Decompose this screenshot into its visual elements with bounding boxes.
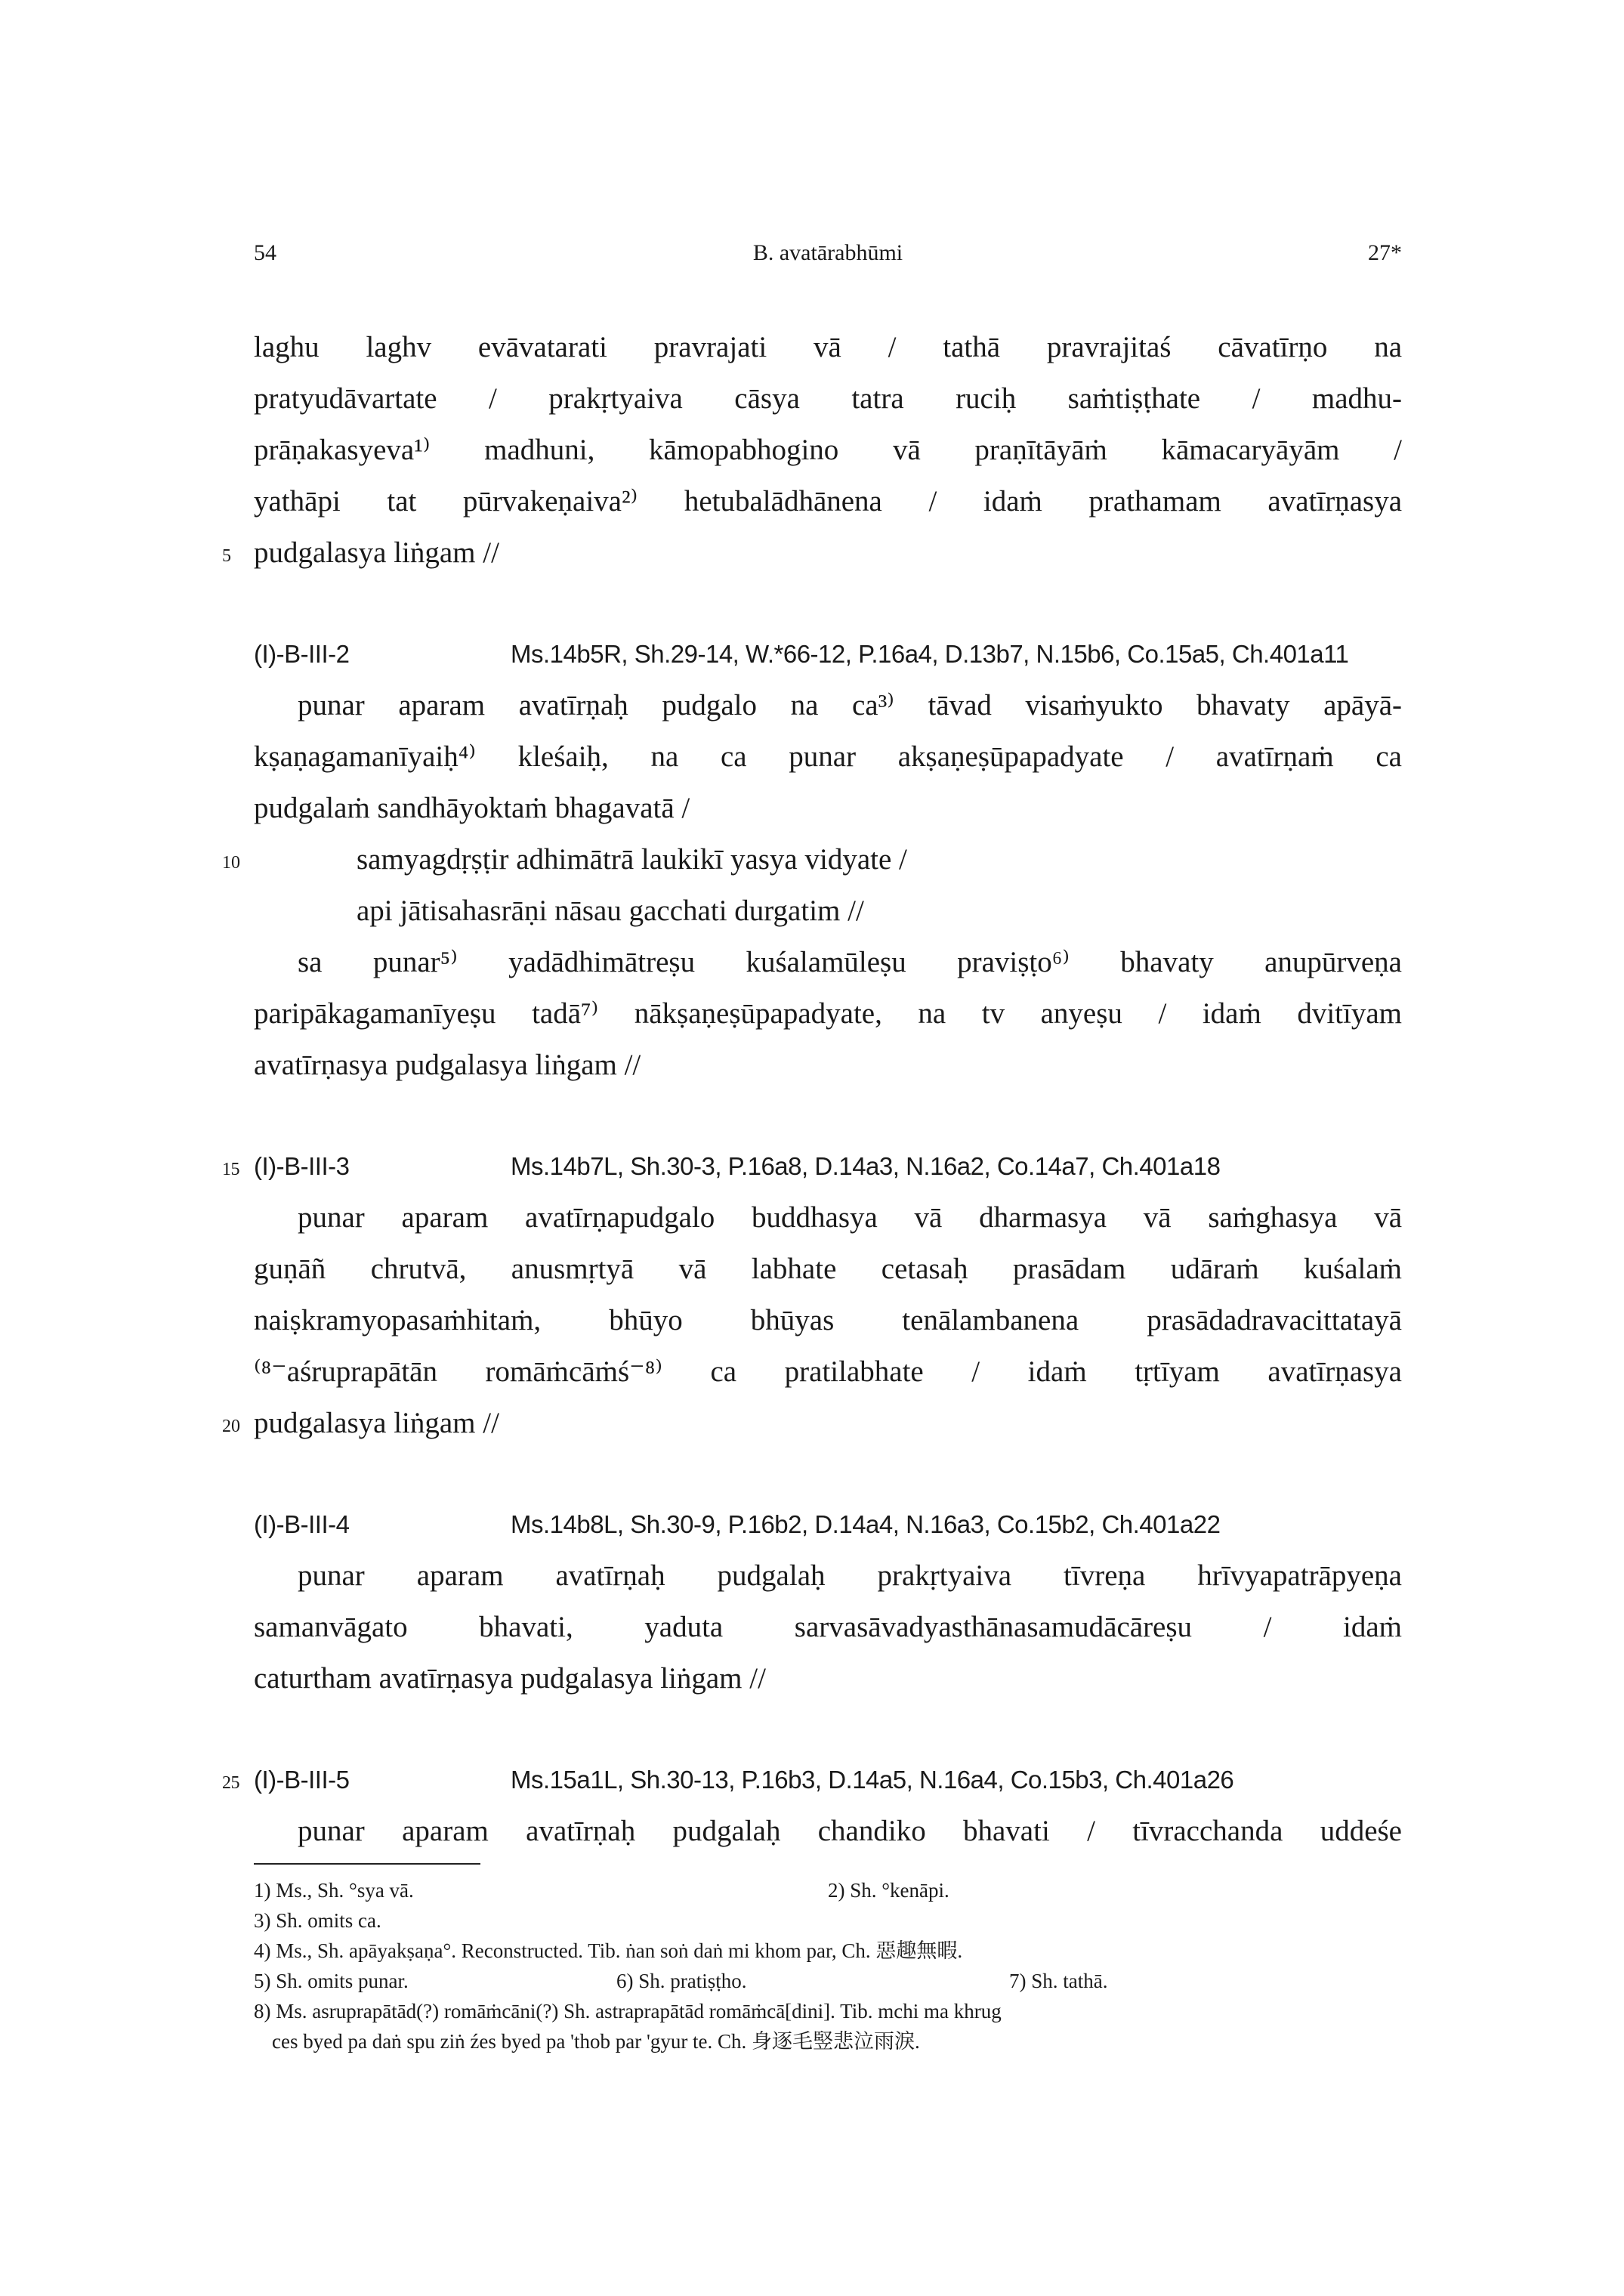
verse-line bbox=[222, 834, 1402, 885]
text-line: ⁽⁸⁻aśruprapātān romāṁcāṁś⁻⁸⁾ ca pratilabhate / idaṁ tṛtīyam avatīrṇasya bbox=[254, 1355, 1402, 1388]
footnote-row bbox=[254, 1996, 1402, 2026]
text-line: naiṣkramyopasaṁhitaṁ, bhūyo bhūyas tenālambanena prasādadravacittatayā bbox=[254, 1304, 1402, 1337]
section-heading bbox=[222, 1141, 1402, 1192]
text-line-content: pudgalasya liṅgam // bbox=[254, 1407, 499, 1439]
verse-line: api jātisahasrāṇi nāsau gacchati durgatim // bbox=[357, 895, 864, 927]
text-line: punar aparam avatīrṇapudgalo buddhasya vā dharmasya vā saṁghasya vā bbox=[298, 1201, 1402, 1234]
section-heading bbox=[222, 1754, 1402, 1806]
text-line: samanvāgato bhavati, yaduta sarvasāvadyasthānasamudācāreṣu / idaṁ bbox=[254, 1611, 1402, 1643]
section-heading bbox=[254, 629, 1402, 680]
footnote: 2) Sh. °kenāpi. bbox=[828, 1879, 949, 1902]
section-heading bbox=[254, 1499, 1402, 1550]
section-label: (I)-B-III-2 bbox=[254, 640, 350, 668]
text-line: punar aparam avatīrṇaḥ pudgalo na ca³⁾ tāvad visaṁyukto bhavaty apāyā- bbox=[298, 689, 1402, 722]
section-references: Ms.14b7L, Sh.30-3, P.16a8, D.14a3, N.16a2, Co.14a7, Ch.401a18 bbox=[511, 1152, 1221, 1180]
footnote: 5) Sh. omits punar. bbox=[254, 1970, 409, 1992]
line-number: 15 bbox=[222, 1160, 239, 1179]
verse-line-content: samyagdṛṣṭir adhimātrā laukikī yasya vidyate / bbox=[357, 843, 907, 876]
footnote: 3) Sh. omits ca. bbox=[254, 1909, 381, 1932]
footnote-row bbox=[254, 1875, 1402, 1905]
text-line: yathāpi tat pūrvakeṇaiva²⁾ hetubalādhānena / idaṁ prathamam avatīrṇasya bbox=[254, 485, 1402, 518]
section-label: (I)-B-III-4 bbox=[254, 1510, 350, 1538]
text-line bbox=[222, 527, 1402, 579]
text-line: caturtham avatīrṇasya pudgalasya liṅgam // bbox=[254, 1662, 766, 1695]
footnote-rule bbox=[254, 1863, 480, 1865]
running-header bbox=[254, 240, 1402, 270]
footnote-row bbox=[254, 1905, 1402, 1936]
text-line: punar aparam avatīrṇaḥ pudgalaḥ chandiko bhavati / tīvracchanda uddeśe bbox=[298, 1815, 1402, 1847]
text-line: avatīrṇasya pudgalasya liṅgam // bbox=[254, 1049, 641, 1081]
line-number: 25 bbox=[222, 1773, 239, 1793]
line-number: 5 bbox=[222, 546, 231, 566]
footnote-row bbox=[254, 2026, 1402, 2057]
text-line: sa punar⁵⁾ yadādhimātreṣu kuśalamūleṣu praviṣṭo⁶⁾ bhavaty anupūrveṇa bbox=[298, 946, 1402, 978]
footnote-continuation: ces byed pa daṅ spu ziṅ źes byed pa 'thob par 'gyur te. Ch. 身逐毛竪悲泣雨淚. bbox=[272, 2030, 920, 2053]
text-line: pratyudāvartate / prakṛtyaiva cāsya tatra ruciḥ saṁtiṣṭhate / madhu- bbox=[254, 382, 1402, 415]
footnote-row bbox=[254, 1936, 1402, 1966]
text-line: pudgalaṁ sandhāyoktaṁ bhagavatā / bbox=[254, 792, 690, 824]
main-text bbox=[222, 322, 1402, 1857]
footnote: 7) Sh. tathā. bbox=[1009, 1970, 1108, 1992]
text-line-content: pudgalasya liṅgam // bbox=[254, 536, 499, 569]
page-number: 54 bbox=[254, 240, 276, 265]
section-label: (I)-B-III-5 bbox=[254, 1766, 350, 1794]
text-line: punar aparam avatīrṇaḥ pudgalaḥ prakṛtyaiva tīvreṇa hrīvyapatrāpyeṇa bbox=[298, 1559, 1402, 1592]
footnotes bbox=[254, 1875, 1402, 2057]
footnote: 1) Ms., Sh. °sya vā. bbox=[254, 1879, 414, 1902]
header-right-marker: 27* bbox=[1368, 240, 1402, 265]
text-line bbox=[222, 1398, 1402, 1449]
section-references: Ms.14b8L, Sh.30-9, P.16b2, D.14a4, N.16a3, Co.15b2, Ch.401a22 bbox=[511, 1510, 1221, 1538]
text-line: guṇāñ chrutvā, anusmṛtyā vā labhate cetasaḥ prasādam udāraṁ kuśalaṁ bbox=[254, 1253, 1402, 1285]
line-number: 20 bbox=[222, 1417, 240, 1436]
section-label: (I)-B-III-3 bbox=[254, 1152, 350, 1180]
line-number: 10 bbox=[222, 853, 240, 873]
text-line: kṣaṇagamanīyaiḥ⁴⁾ kleśaiḥ, na ca punar akṣaṇeṣūpapadyate / avatīrṇaṁ ca bbox=[254, 740, 1402, 773]
text-line: laghu laghv evāvatarati pravrajati vā / tathā pravrajitaś cāvatīrṇo na bbox=[254, 331, 1402, 363]
running-title: B. avatārabhūmi bbox=[752, 240, 903, 265]
footnote: 6) Sh. pratiṣṭho. bbox=[616, 1970, 747, 1992]
section-references: Ms.14b5R, Sh.29-14, W.*66-12, P.16a4, D.13b7, N.15b6, Co.15a5, Ch.401a11 bbox=[511, 640, 1349, 668]
footnote: 8) Ms. asruprapātād(?) romāṁcāni(?) Sh. astraprapātād romāṁcā[dini]. Tib. mchi ma khrug bbox=[254, 2000, 1002, 2023]
section-references: Ms.15a1L, Sh.30-13, P.16b3, D.14a5, N.16a4, Co.15b3, Ch.401a26 bbox=[511, 1766, 1234, 1794]
text-line: prāṇakasyeva¹⁾ madhuni, kāmopabhogino vā praṇītāyāṁ kāmacaryāyām / bbox=[254, 434, 1402, 466]
footnote: 4) Ms., Sh. apāyakṣaṇa°. Reconstructed. Tib. ṅan soṅ daṅ mi khom par, Ch. 惡趣無暇. bbox=[254, 1939, 963, 1962]
footnote-row bbox=[254, 1966, 1402, 1996]
text-line: paripākagamanīyeṣu tadā⁷⁾ nākṣaṇeṣūpapadyate, na tv anyeṣu / idaṁ dvitīyam bbox=[254, 997, 1402, 1030]
